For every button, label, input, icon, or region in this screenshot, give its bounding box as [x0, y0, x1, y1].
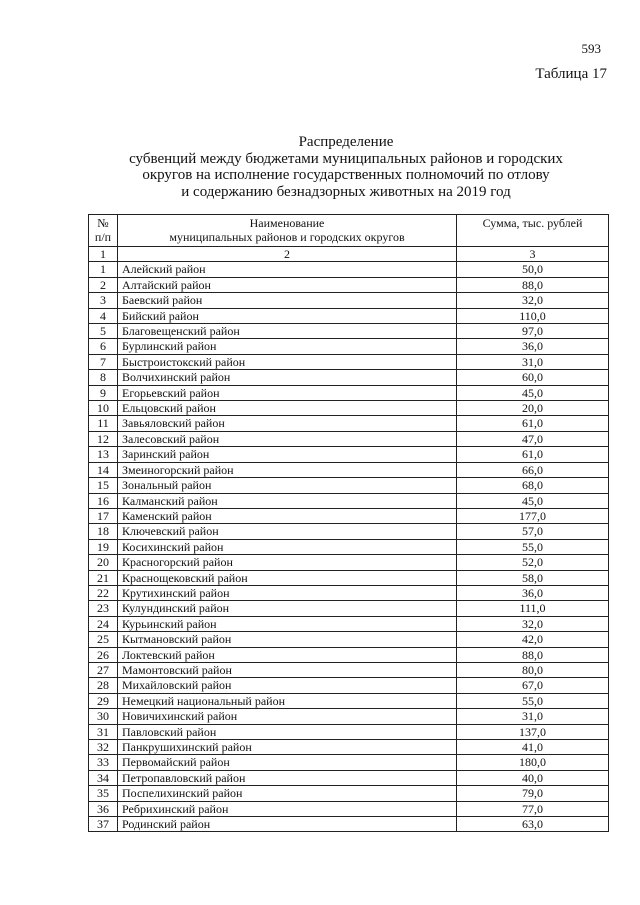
row-district-name: Баевский район: [118, 293, 457, 308]
row-number: 11: [89, 416, 118, 431]
row-district-name: Новичихинский район: [118, 709, 457, 724]
row-sum: 137,0: [457, 724, 609, 739]
row-number: 6: [89, 339, 118, 354]
row-number: 23: [89, 601, 118, 616]
header-name-line2: муниципальных районов и городских округов: [169, 230, 405, 244]
subvention-table: [88, 214, 609, 832]
row-district-name: Зональный район: [118, 478, 457, 493]
row-district-name: Заринский район: [118, 447, 457, 462]
row-sum: 36,0: [457, 585, 609, 600]
row-sum: 61,0: [457, 447, 609, 462]
table-row: [89, 801, 609, 816]
title-line: округов на исполнение государственных полномочий по отлову: [142, 167, 550, 183]
row-sum: 47,0: [457, 431, 609, 446]
row-number: 9: [89, 385, 118, 400]
row-sum: 58,0: [457, 570, 609, 585]
row-number: 1: [89, 262, 118, 277]
row-sum: 36,0: [457, 339, 609, 354]
row-sum: 68,0: [457, 478, 609, 493]
table-row: [89, 493, 609, 508]
row-number: 16: [89, 493, 118, 508]
row-district-name: Калманский район: [118, 493, 457, 508]
table-row: [89, 585, 609, 600]
table-row: [89, 678, 609, 693]
row-number: 14: [89, 462, 118, 477]
row-number: 30: [89, 709, 118, 724]
row-number: 28: [89, 678, 118, 693]
column-index-3: 3: [457, 247, 609, 262]
row-number: 2: [89, 277, 118, 292]
table-row: [89, 508, 609, 523]
row-sum: 50,0: [457, 262, 609, 277]
row-district-name: Ребрихинский район: [118, 801, 457, 816]
row-district-name: Алейский район: [118, 262, 457, 277]
row-district-name: Егорьевский район: [118, 385, 457, 400]
header-num-line1: №: [97, 216, 109, 230]
row-district-name: Бийский район: [118, 308, 457, 323]
row-number: 18: [89, 524, 118, 539]
row-district-name: Змеиногорский район: [118, 462, 457, 477]
table-row: [89, 601, 609, 616]
row-sum: 67,0: [457, 678, 609, 693]
table-row: [89, 385, 609, 400]
row-district-name: Залесовский район: [118, 431, 457, 446]
row-district-name: Ельцовский район: [118, 401, 457, 416]
table-row: [89, 570, 609, 585]
row-district-name: Родинский район: [118, 817, 457, 832]
row-sum: 55,0: [457, 539, 609, 554]
table-row: [89, 293, 609, 308]
table-row: [89, 662, 609, 677]
row-number: 10: [89, 401, 118, 416]
row-number: 12: [89, 431, 118, 446]
row-number: 17: [89, 508, 118, 523]
table-row: [89, 339, 609, 354]
row-sum: 80,0: [457, 662, 609, 677]
table-row: [89, 478, 609, 493]
row-number: 19: [89, 539, 118, 554]
header-sum: Сумма, тыс. рублей: [457, 215, 609, 247]
row-district-name: Петропавловский район: [118, 770, 457, 785]
row-sum: 79,0: [457, 786, 609, 801]
row-number: 4: [89, 308, 118, 323]
table-label: Таблица 17: [535, 66, 607, 82]
column-index-1: 1: [89, 247, 118, 262]
row-number: 33: [89, 755, 118, 770]
row-sum: 31,0: [457, 709, 609, 724]
table-row: [89, 277, 609, 292]
row-number: 13: [89, 447, 118, 462]
table-row: [89, 740, 609, 755]
row-sum: 41,0: [457, 740, 609, 755]
row-district-name: Бурлинский район: [118, 339, 457, 354]
table-row: [89, 539, 609, 554]
table-row: [89, 401, 609, 416]
row-number: 26: [89, 647, 118, 662]
row-sum: 45,0: [457, 493, 609, 508]
row-district-name: Алтайский район: [118, 277, 457, 292]
header-name-line1: Наименование: [249, 216, 325, 230]
table-row: [89, 447, 609, 462]
row-district-name: Михайловский район: [118, 678, 457, 693]
row-district-name: Локтевский район: [118, 647, 457, 662]
row-district-name: Красногорский район: [118, 555, 457, 570]
title-line: субвенций между бюджетами муниципальных районов и городских: [129, 150, 563, 167]
table-row: [89, 817, 609, 832]
row-number: 37: [89, 817, 118, 832]
table-row: [89, 709, 609, 724]
row-sum: 42,0: [457, 632, 609, 647]
row-sum: 66,0: [457, 462, 609, 477]
table-row: [89, 755, 609, 770]
row-district-name: Краснощековский район: [118, 570, 457, 585]
row-sum: 52,0: [457, 555, 609, 570]
row-district-name: Крутихинский район: [118, 585, 457, 600]
row-number: 36: [89, 801, 118, 816]
row-sum: 57,0: [457, 524, 609, 539]
row-sum: 32,0: [457, 616, 609, 631]
row-district-name: Первомайский район: [118, 755, 457, 770]
row-sum: 63,0: [457, 817, 609, 832]
row-district-name: Завьяловский район: [118, 416, 457, 431]
row-sum: 77,0: [457, 801, 609, 816]
row-district-name: Павловский район: [118, 724, 457, 739]
row-number: 34: [89, 770, 118, 785]
row-sum: 60,0: [457, 370, 609, 385]
header-name: [118, 215, 457, 247]
row-district-name: Благовещенский район: [118, 324, 457, 339]
row-number: 5: [89, 324, 118, 339]
table-row: [89, 647, 609, 662]
row-sum: 111,0: [457, 601, 609, 616]
row-number: 31: [89, 724, 118, 739]
row-sum: 88,0: [457, 647, 609, 662]
row-sum: 45,0: [457, 385, 609, 400]
row-number: 20: [89, 555, 118, 570]
row-sum: 97,0: [457, 324, 609, 339]
table-row: [89, 770, 609, 785]
row-number: 25: [89, 632, 118, 647]
header-num-line2: п/п: [94, 230, 112, 244]
row-number: 7: [89, 354, 118, 369]
document-title: [86, 134, 606, 200]
row-number: 27: [89, 662, 118, 677]
row-number: 22: [89, 585, 118, 600]
row-number: 24: [89, 616, 118, 631]
table-header-row: [89, 215, 609, 247]
column-index-2: 2: [118, 247, 457, 262]
row-district-name: Поспелихинский район: [118, 786, 457, 801]
table-row: [89, 431, 609, 446]
row-sum: 20,0: [457, 401, 609, 416]
table-row: [89, 462, 609, 477]
row-sum: 61,0: [457, 416, 609, 431]
row-number: 35: [89, 786, 118, 801]
row-district-name: Панкрушихинский район: [118, 740, 457, 755]
row-district-name: Мамонтовский район: [118, 662, 457, 677]
table-row: [89, 616, 609, 631]
row-sum: 32,0: [457, 293, 609, 308]
row-sum: 40,0: [457, 770, 609, 785]
table-row: [89, 324, 609, 339]
row-district-name: Кытмановский район: [118, 632, 457, 647]
title-line: и содержанию безнадзорных животных на 2019 год: [181, 183, 511, 200]
row-district-name: Быстроистокский район: [118, 354, 457, 369]
row-district-name: Волчихинский район: [118, 370, 457, 385]
page-number: 593: [581, 41, 601, 56]
row-sum: 88,0: [457, 277, 609, 292]
row-district-name: Ключевский район: [118, 524, 457, 539]
row-district-name: Курьинский район: [118, 616, 457, 631]
table-row: [89, 786, 609, 801]
row-sum: 180,0: [457, 755, 609, 770]
table-row: [89, 632, 609, 647]
row-number: 29: [89, 693, 118, 708]
table-row: [89, 262, 609, 277]
row-district-name: Каменский район: [118, 508, 457, 523]
row-number: 21: [89, 570, 118, 585]
column-index-row: [89, 247, 609, 262]
row-sum: 110,0: [457, 308, 609, 323]
row-sum: 31,0: [457, 354, 609, 369]
row-district-name: Кулундинский район: [118, 601, 457, 616]
title-line: Распределение: [298, 134, 394, 150]
row-number: 15: [89, 478, 118, 493]
row-district-name: Косихинский район: [118, 539, 457, 554]
table-row: [89, 524, 609, 539]
table-row: [89, 354, 609, 369]
table-row: [89, 555, 609, 570]
table-row: [89, 724, 609, 739]
table-row: [89, 416, 609, 431]
row-sum: 55,0: [457, 693, 609, 708]
row-district-name: Немецкий национальный район: [118, 693, 457, 708]
row-number: 3: [89, 293, 118, 308]
table-row: [89, 308, 609, 323]
table-row: [89, 370, 609, 385]
row-number: 8: [89, 370, 118, 385]
row-number: 32: [89, 740, 118, 755]
row-sum: 177,0: [457, 508, 609, 523]
table-row: [89, 693, 609, 708]
header-num: [89, 215, 118, 247]
